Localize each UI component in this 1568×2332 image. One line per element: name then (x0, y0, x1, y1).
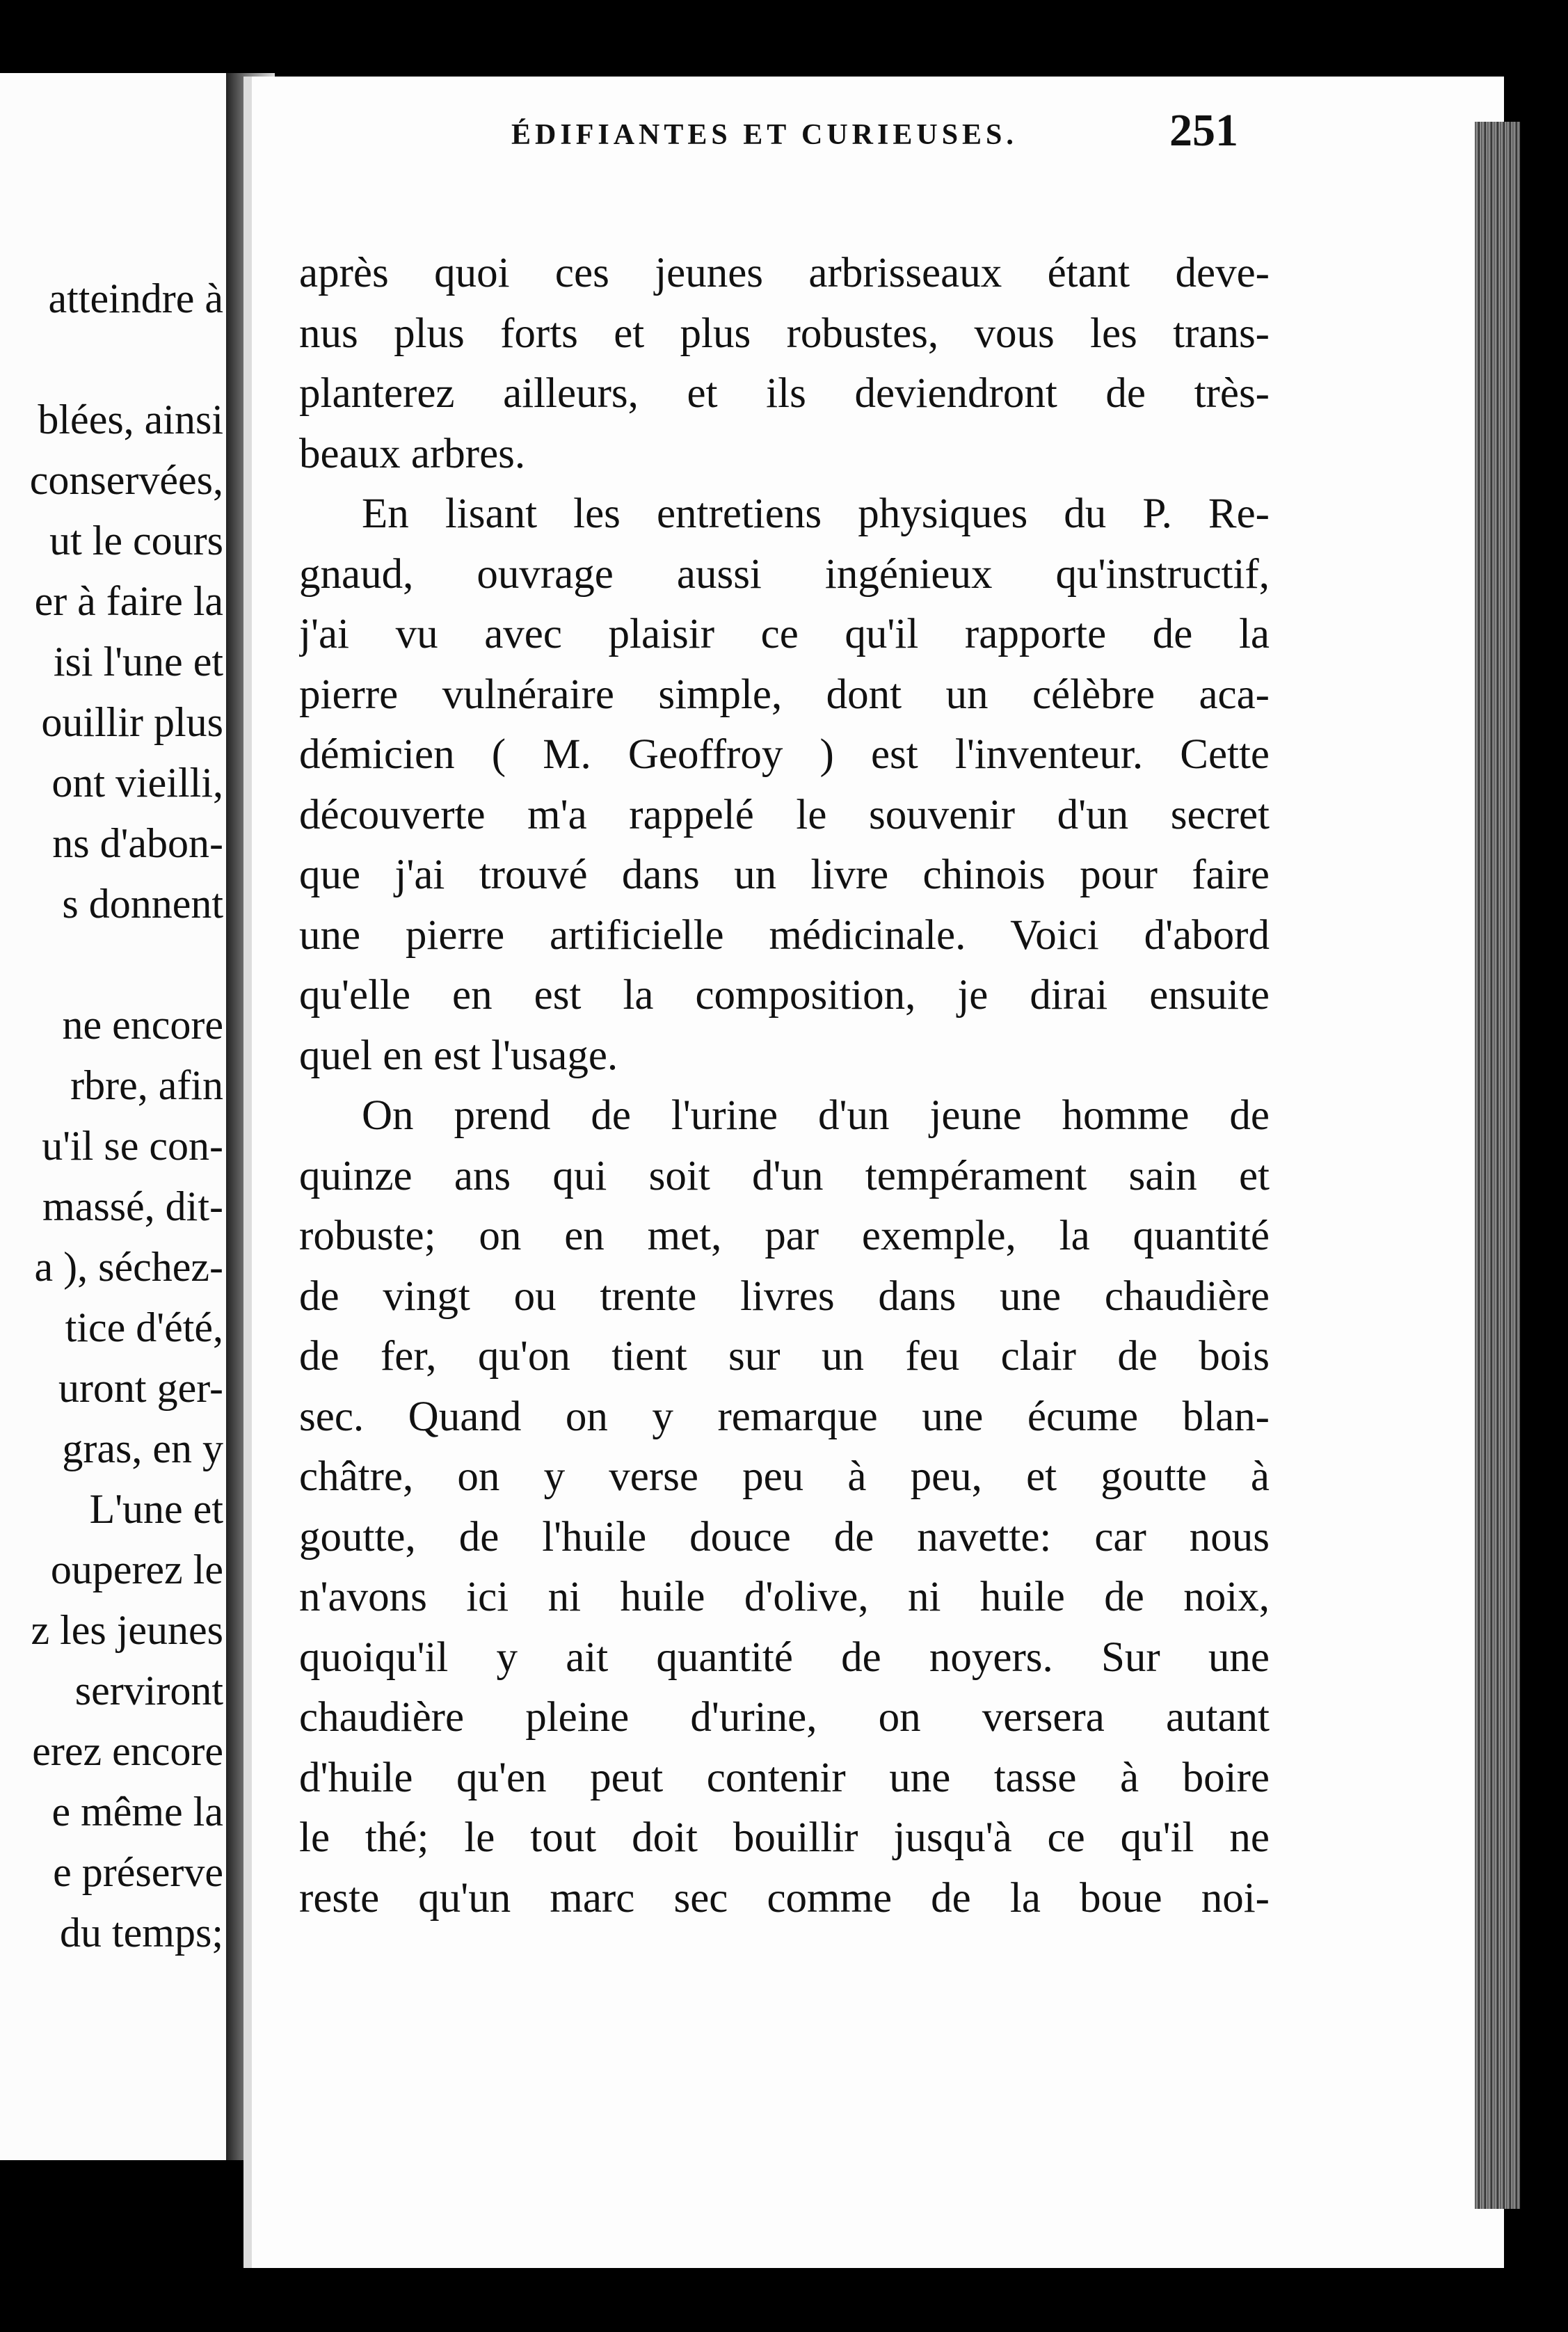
text-line: démicien ( M. Geoffroy ) est l'inventeur. Cette (299, 731, 1270, 778)
text-line: de vingt ou trente livres dans une chaudière (299, 1272, 1270, 1320)
text-line: n'avons ici ni huile d'olive, ni huile de noix, (299, 1574, 1270, 1620)
left-page-line: a ), séchez- (34, 1244, 223, 1290)
text-line: qu'elle en est la composition, je dirai ensuite (299, 972, 1270, 1019)
left-page-line: e préserve (53, 1849, 223, 1895)
page-edge (1475, 122, 1520, 2209)
text-line: chaudière pleine d'urine, on versera autant (299, 1694, 1270, 1741)
left-page-line: ouperez le (50, 1547, 223, 1592)
left-page-line: ns d'abon- (52, 820, 223, 866)
text-line: de fer, qu'on tient sur un feu clair de bois (299, 1333, 1270, 1380)
left-page-line: ouillir plus (41, 699, 223, 745)
running-head: ÉDIFIANTES ET CURIEUSES. (511, 119, 1018, 151)
left-page-line: erez encore (32, 1728, 223, 1774)
left-page-line: ne encore (62, 1002, 223, 1048)
left-page-line: e même la (51, 1789, 223, 1835)
left-page-line: u'il se con- (42, 1123, 223, 1169)
text-line: sec. Quand on y remarque une écume blan- (299, 1393, 1270, 1440)
left-page-line: tice d'été, (65, 1304, 223, 1350)
page-header (247, 104, 1252, 167)
text-line: châtre, on y verse peu à peu, et goutte à (299, 1453, 1270, 1500)
left-page-line: du temps; (60, 1910, 223, 1956)
body-text (299, 243, 1270, 1928)
text-line: On prend de l'urine d'un jeune homme de (362, 1092, 1270, 1139)
left-page-line: z les jeunes (31, 1607, 223, 1653)
text-line: quoiqu'il y ait quantité de noyers. Sur une (299, 1634, 1270, 1681)
left-page-line: conservées, (29, 457, 223, 503)
text-line: robuste; on en met, par exemple, la quantité (299, 1213, 1270, 1259)
text-line: découverte m'a rappelé le souvenir d'un secret (299, 791, 1270, 838)
text-line: beaux arbres. (299, 430, 526, 477)
left-page-line: serviront (74, 1668, 223, 1714)
text-line: une pierre artificielle médicinale. Voici d'abord (299, 911, 1270, 959)
left-page-line: L'une et (89, 1486, 223, 1532)
text-line: j'ai vu avec plaisir ce qu'il rapporte de la (299, 611, 1270, 657)
text-line: nus plus forts et plus robustes, vous les trans- (299, 310, 1270, 357)
text-line: le thé; le tout doit bouillir jusqu'à ce qu'il ne (299, 1814, 1270, 1861)
text-line: quinze ans qui soit d'un tempérament sain et (299, 1152, 1270, 1199)
left-page-line: uront ger- (58, 1365, 223, 1411)
text-line: quel en est l'usage. (299, 1032, 618, 1079)
left-page-line: blées, ainsi (38, 397, 223, 442)
text-line: goutte, de l'huile douce de navette: car nous (299, 1513, 1270, 1560)
text-line: gnaud, ouvrage aussi ingénieux qu'instructif, (299, 550, 1270, 598)
text-line: d'huile qu'en peut contenir une tasse à boire (299, 1754, 1270, 1801)
left-page-line: atteindre à (48, 275, 223, 321)
left-page-line: massé, dit- (42, 1183, 223, 1229)
text-line: En lisant les entretiens physiques du P. Re- (362, 490, 1270, 537)
left-page-line: s donnent (62, 881, 223, 927)
page-number: 251 (1169, 105, 1238, 156)
text-line: reste qu'un marc sec comme de la boue noi- (299, 1874, 1270, 1922)
text-line: après quoi ces jeunes arbrisseaux étant deve- (299, 250, 1270, 296)
left-page-line: er à faire la (34, 578, 223, 624)
left-page-line: ont vieilli, (51, 760, 223, 806)
left-page-line: gras, en y (62, 1425, 223, 1471)
left-page (0, 73, 226, 2160)
text-line: que j'ai trouvé dans un livre chinois pour faire (299, 852, 1270, 898)
text-line: pierre vulnéraire simple, dont un célèbre aca- (299, 671, 1270, 718)
left-page-line: isi l'une et (53, 639, 223, 685)
left-page-line: rbre, afin (70, 1062, 223, 1108)
text-line: planterez ailleurs, et ils deviendront de très- (299, 370, 1270, 417)
left-page-line: ut le cours (49, 518, 223, 564)
